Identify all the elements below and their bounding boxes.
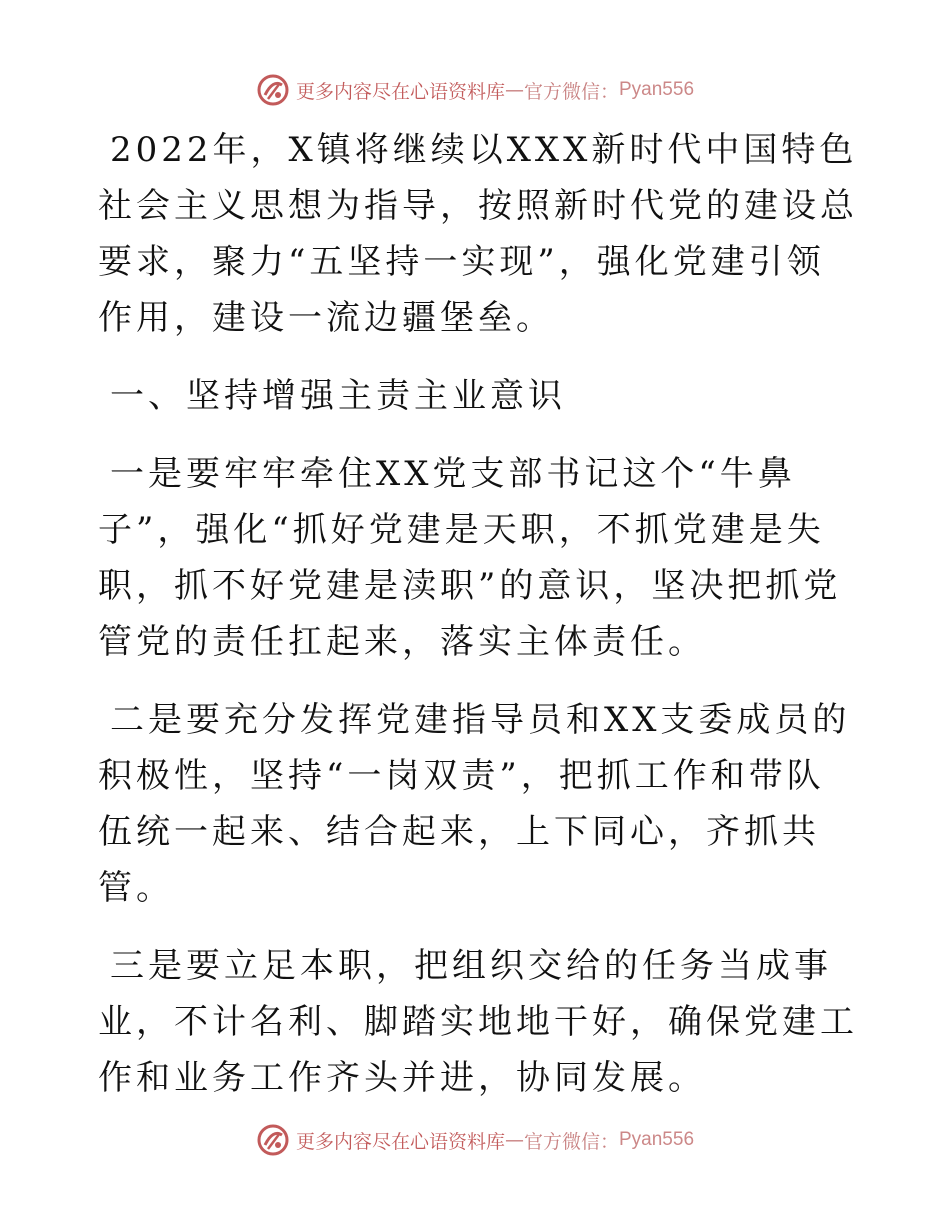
banner-main-text: 更多内容尽在心语资料库 [295,80,505,103]
point-one-paragraph [98,446,858,670]
watermark-banner-top [0,70,950,110]
intro-paragraph [98,122,858,346]
intro-text: 2022年，X镇将继续以XXX新时代中国特色社会主义思想为指导，按照新时代党的建设总要求，聚力“五坚持一实现”，强化党建引领作用，建设一流边疆堡垒。 [98,130,858,338]
point-three-paragraph [98,938,858,1106]
brand-logo-icon [256,73,290,107]
banner-wechat-id: Pyan556 [619,79,695,100]
banner-sub-text: 官方微信： [523,1130,619,1153]
banner-main-text: 更多内容尽在心语资料库 [295,1130,505,1153]
watermark-banner-bottom [0,1120,950,1160]
banner-wechat-id: Pyan556 [619,1129,695,1150]
banner-dash: — [504,79,524,101]
document-body [98,122,858,1128]
banner-sub-text: 官方微信： [523,80,619,103]
section-heading-text: 一、坚持增强主责主业意识 [110,376,566,416]
point-one-text: 一是要牢牢牵住XX党支部书记这个“牛鼻子”，强化“抓好党建是天职，不抓党建是失职，抓不好党建是渎职”的意识，坚决把抓党管党的责任扛起来，落实主体责任。 [98,454,842,662]
section-heading [98,368,858,424]
point-two-paragraph [98,692,858,916]
brand-logo-icon [256,1123,290,1157]
point-two-text: 二是要充分发挥党建指导员和XX支委成员的积极性，坚持“一岗双责”，把抓工作和带队伍统一起来、结合起来，上下同心，齐抓共管。 [98,700,851,908]
banner-dash: — [504,1129,524,1151]
point-three-text: 三是要立足本职，把组织交给的任务当成事业，不计名利、脚踏实地地干好，确保党建工作和业务工作齐头并进，协同发展。 [98,946,858,1098]
